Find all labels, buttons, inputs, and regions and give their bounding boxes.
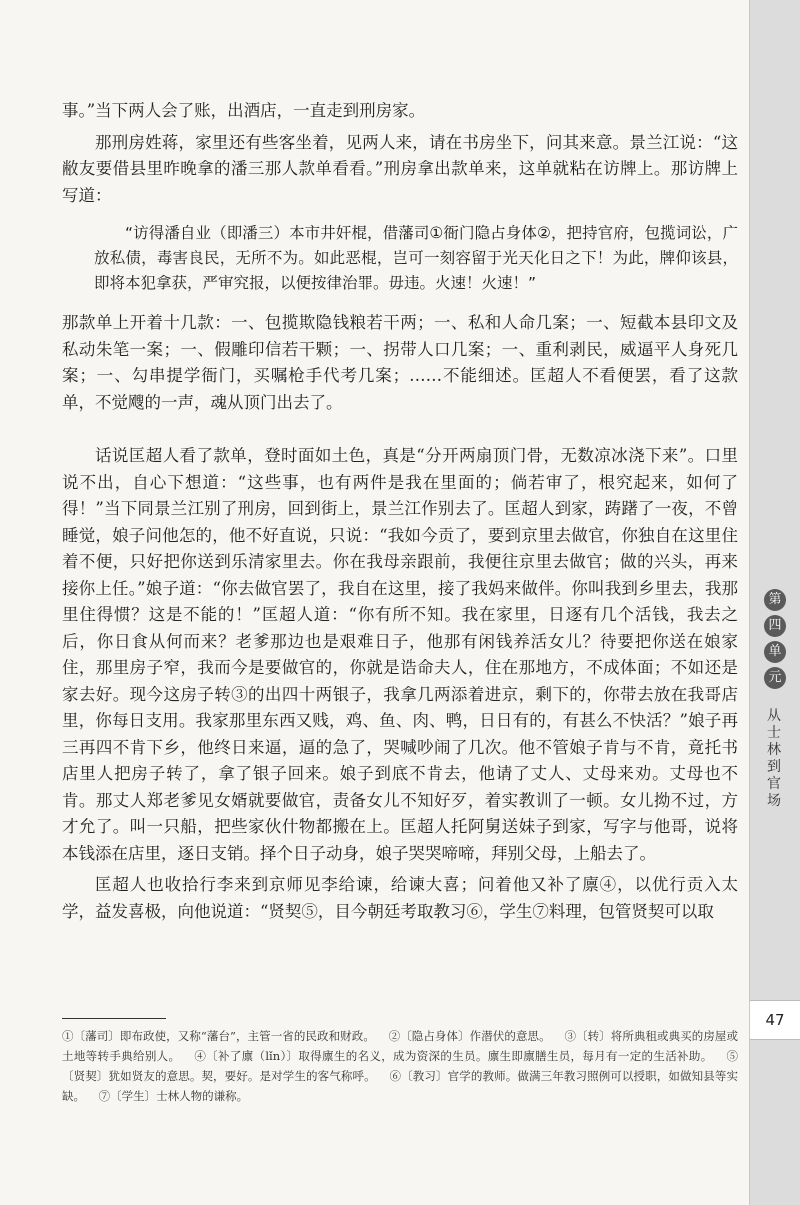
footnote-4: ④〔补了廪（lǐn）〕取得廪生的名义，成为资深的生员。廪生即廪膳生员，每月有一定的生活补助。 [194, 1049, 713, 1063]
footnotes [62, 1026, 738, 1106]
footnote-5: ⑤〔贤契〕犹如贤友的意思。契，要好。是对学生的客气称呼。 [62, 1049, 739, 1083]
footnote-7: ⑦〔学生〕士林人物的谦称。 [98, 1089, 249, 1103]
main-text [62, 98, 738, 930]
unit-char: 第 [764, 589, 786, 611]
unit-char: 元 [764, 667, 786, 689]
page-number: 47 [750, 1000, 800, 1040]
unit-char: 四 [764, 615, 786, 637]
unit-badge [759, 585, 791, 693]
footnote-1: ①〔藩司〕即布政使，又称“藩台”，主管一省的民政和财政。 [62, 1029, 375, 1043]
unit-title: 从士林到官场 [767, 708, 781, 809]
paragraph-5: 匡超人也收拾行李来到京师见李给谏，给谏大喜；问着他又补了廪④，以优行贡入太学，益发喜极，向他说道：“贤契⑤，目今朝廷考取教习⑥，学生⑦料理，包管贤契可以取 [62, 875, 738, 921]
side-margin [749, 0, 800, 1205]
paragraph-1: 事。”当下两人会了账，出酒店，一直走到刑房家。 [62, 101, 426, 120]
unit-char: 单 [764, 641, 786, 663]
footnote-3: ③〔转〕将所典租或典买的房屋或土地等转手典给别人。 [62, 1029, 739, 1063]
footnote-6: ⑥〔教习〕官学的教师。做满三年教习照例可以授职，如做知县等实缺。 [62, 1069, 739, 1103]
paragraph-4: 话说匡超人看了款单，登时面如土色，真是“分开两扇顶门骨，无数凉冰浇下来”。口里说不出，自心下想道：“这些事，也有两件是我在里面的；倘若审了，根究起来，如何了得！”当下同景兰江别了刑房，回到街上，景兰江作别去了。匡超人到家，踌躇了一夜，不曾睡觉，娘子问他怎的，他不好直说，只说：“我如今贡了，要到京里去做官，你独自在这里住着不便，只好把你送到乐清家里去。你在我母亲跟前，我便往京里去做官；做的兴头，再来接你上任。”娘子道：“你去做官罢了，我自在这里，接了我妈来做伴。你叫我到乡里去，我那里住得惯？这是不能的！”匡超人道：“你有所不知。我在家里，日逐有几个活钱，我去之后，你日食从何而来？老爹那边也是艰难日子，他那有闲钱养活女儿？待要把你送在娘家住，那里房子窄，我而今是要做官的，你就是诰命夫人，住在那地方，不成体面；不如还是家去好。现今这房子转③的出四十两银子，我拿几两添着进京，剩下的，你带去放在我哥店里，你每日支用。我家那里东西又贱，鸡、鱼、肉、鸭，日日有的，有甚么不快活？”娘子再三再四不肯下乡，他终日来逼，逼的急了，哭喊吵闹了几次。他不管娘子肯与不肯，竟托书店里人把房子转了，拿了银子回来。娘子到底不肯去，他请了丈人、丈母来劝。丈母也不肯。那丈人郑老爹见女婿就要做官，责备女儿不知好歹，着实教训了一顿。女儿拗不过，方才允了。叫一只船，把些家伙什物都搬在上。匡超人托阿舅送妹子到家，写字与他哥，说将本钱添在店里，逐日支销。择个日子动身，娘子哭哭啼啼，拜别父母，上船去了。 [62, 446, 738, 863]
placard-quote [62, 221, 738, 296]
paragraph-2: 那刑房姓蒋，家里还有些客坐着，见两人来，请在书房坐下，问其来意。景兰江说：“这敝友要借县里昨晚拿的潘三那人款单看看。”刑房拿出款单来，这单就粘在访牌上。那访牌上写道： [62, 132, 738, 205]
footnote-2: ②〔隐占身体〕作潜伏的意思。 [388, 1029, 551, 1043]
paragraph-3: 那款单上开着十几款：一、包揽欺隐钱粮若干两；一、私和人命几案；一、短截本县印文及私动朱笔一案；一、假雕印信若干颗；一、拐带人口几案；一、重利剥民，威逼平人身死几案；一、勾串提学衙门，买嘱枪手代考几案；……不能细述。匡超人不看便罢，看了这款单，不觉飕的一声，魂从顶门出去了。 [62, 313, 738, 412]
footnote-separator [62, 1018, 166, 1019]
placard-quote-text: “访得潘自业（即潘三）本市井奸棍，借藩司①衙门隐占身体②，把持官府，包揽词讼，广放私债，毒害良民，无所不为。如此恶棍，岂可一刻容留于光天化日之下！为此，牌仰该县，即将本犯拿获，严审究报，以便按律治罪。毋违。火速！火速！” [94, 224, 738, 292]
